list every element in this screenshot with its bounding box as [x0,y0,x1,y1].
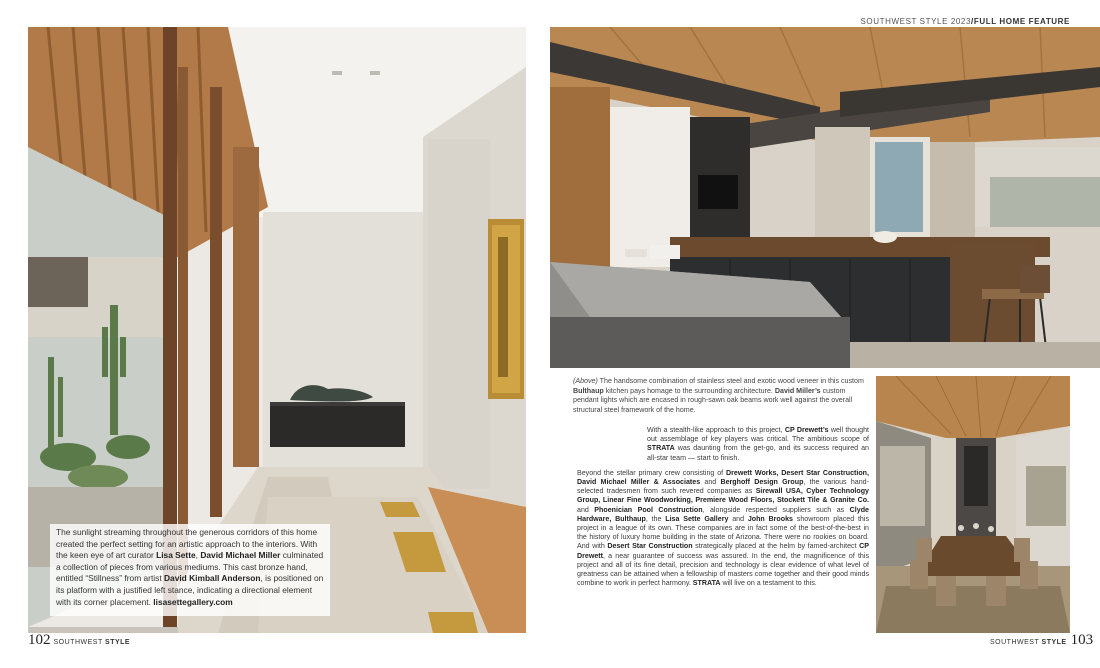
credit-name: John Brooks [747,514,793,523]
body-text: and [700,478,721,487]
credit-name: Berghoff Design Group [720,478,804,487]
credit-name: CP Drewett’s [784,426,829,434]
magazine-issue: SOUTHWEST STYLE 2023 [860,17,972,26]
body-text: and [577,505,595,514]
body-text: Beyond the stellar primary crew consisting of [577,468,726,477]
kitchen-photo [550,27,1100,368]
photo-caption-left [50,524,330,616]
folio-left [28,632,130,649]
caption-prefix: (Above) [573,377,598,385]
caption-text: , is positioned on its platform with a justified left stance, indicating a directional element with its corner placement. [56,573,324,607]
page-number: 102 [28,632,51,648]
article-body [577,426,869,594]
project-name: STRATA [647,444,675,453]
running-head [860,17,1070,26]
credit-name: Lisa Sette Gallery [665,514,729,523]
body-text: and [728,514,748,523]
credit-name: Bulthaup [573,386,604,395]
body-text: showroom placed this project in a league of its own. These companies are in fact some of the best-of-the-best in the history of luxury home building in the state of Arizona. There were no rookies on board. And with [577,514,869,551]
caption-text: , [195,550,201,561]
body-text: strategically placed at the helm by famed-architect [692,542,860,551]
credit-name: Sirewall USA, Cyber Technology Group, Linear Fine Woodworking, Premiere Wood Floors, Stockett Tile & Granite Co. [577,487,869,505]
credit-name: David Kimball Anderson [163,573,261,584]
caption-text: custom pendant lights which are encased in rough-sawn oak beams work well against the overall structural steel framework of the home. [573,386,853,414]
body-text: , a near guarantee of success was assured. In the end, the magnificence of this project and all of its fine detail, precision and technology is clear evidence of what level of greatness can be attained when a fellowship of masters come together and their good minds combine to work in perfect harmony. [577,551,869,588]
caption-text: culminated a collection of pieces from various mediums. This cast bronze hand, entitled “Stillness” from artist [56,550,324,584]
credit-name: CP Drewett [577,542,869,560]
body-text: well thought out assemblage of key players was critical. The ambitious scope of [647,426,869,444]
body-text: , the various hand-selected tradesmen from such revered companies as [577,478,869,496]
project-name: STRATA [692,579,721,588]
brand-regular: SOUTHWEST [53,639,106,646]
body-text: , the [645,514,666,523]
dining-room-photo [876,376,1070,633]
credit-name: Lisa Sette [156,550,196,561]
credit-name: Drewett Works, Desert Star Construction, David Michael Miller & Associates [577,468,869,487]
credit-name: Desert Star Construction [607,542,693,551]
folio-right [990,632,1093,649]
page-number: 103 [1070,632,1094,648]
caption-text: The sunlight streaming throughout the generous corridors of this home created the perfect setting for an artistic approach to the interiors. With the keen eye of art curator [56,527,318,561]
credit-name: David Miller’s [774,386,821,395]
brand-regular: SOUTHWEST [990,639,1042,646]
photo-caption-right [573,377,868,415]
body-text: will live on a testament to this. [720,579,817,588]
article-paragraph [577,426,869,463]
body-text: With a stealth-like approach to this project, [647,426,785,434]
credit-name: Phoenician Pool Construction [594,505,703,514]
body-text: , alongside respected suppliers such as [702,505,850,514]
caption-text: kitchen pays homage to the surrounding architecture. [603,386,775,395]
article-paragraph [577,469,869,589]
credit-name: David Michael Miller [200,550,281,561]
section-title: FULL HOME FEATURE [973,17,1070,26]
brand-bold: STYLE [1041,639,1067,646]
brand-bold: STYLE [105,639,131,646]
running-head-separator: / [971,17,974,26]
caption-text: The handsome combination of stainless steel and exotic wood veneer in this custom [597,377,864,385]
gallery-url: lisasettegallery.com [153,596,233,607]
credit-name: Clyde Hardware, Bulthaup [577,505,869,523]
body-text: was daunting from the get-go, and its success required an all-star team — start to finish. [647,444,869,462]
